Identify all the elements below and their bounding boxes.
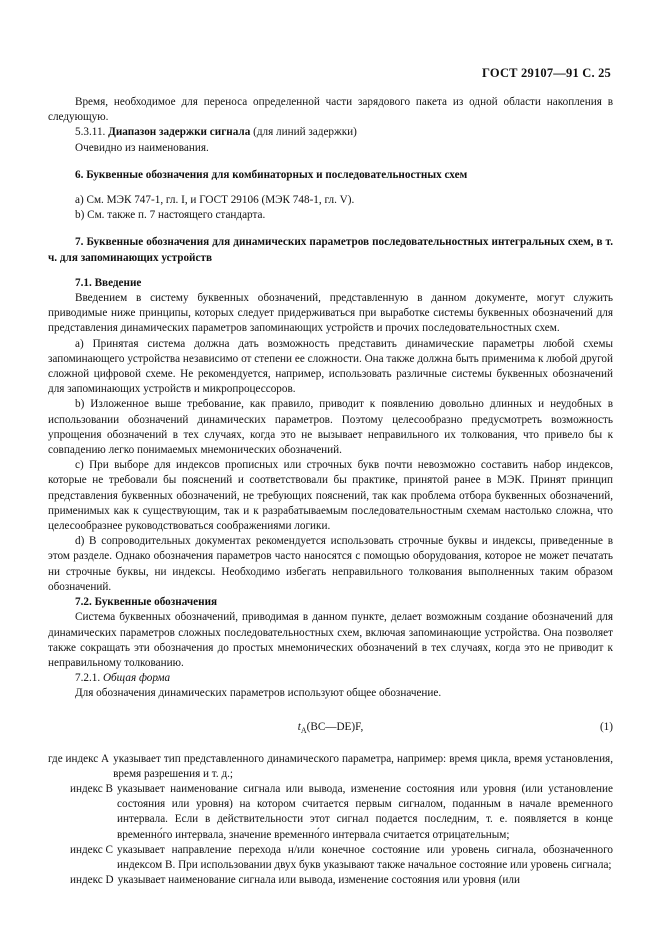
index-item <box>48 873 613 888</box>
paragraph-7-1-a: a) Принятая система должна дать возможность представить динамические параметры любой схемы запоминающего устройства независимо от степени ее сложности. Она также должна быть применима к любой другой сложной цифровой схеме. Не рекомендуется, например, использовать различные системы буквенных обозначений для запоминающих устройств и микропроцессоров. <box>48 337 613 396</box>
index-text: указывает направление перехода н/или конечное состояние или уровень сигнала, обозначенного индексом B. При использовании двух букв указывают также начальное состояние или уровень сигнала; <box>117 843 613 871</box>
clause-number: 7.2.1. <box>75 672 101 685</box>
section-7-1-heading: 7.1. Введение <box>75 276 142 289</box>
formula-1 <box>48 718 613 740</box>
clause-7-2-1 <box>48 671 613 686</box>
paragraph-6b: b) См. также п. 7 настоящего стандарта. <box>75 209 266 222</box>
paragraph-7-1-b: b) Изложенное выше требование, как правило, приводит к появлению довольно длинных и неудобных в использовании обозначений динамических параметров. Поэтому целесообразно предусмотреть возможность упрощения обозначений в тех случаях, когда это не вызывает неправильного их толкования, что привело бы к совпадению легко понимаемых мнемонических обозначений. <box>48 398 613 457</box>
index-text: указывает наименование сигнала или вывода, изменение состояния или уровня (или <box>117 874 520 887</box>
paragraph-6a: a) См. МЭК 747-1, гл. I, и ГОСТ 29106 (МЭК 748-1, гл. V). <box>75 194 355 207</box>
section-6-heading: 6. Буквенные обозначения для комбинаторных и последовательностных схем <box>75 168 468 181</box>
section-7-heading: 7. Буквенные обозначения для динамических параметров последовательностных интегральных схем, в т. ч. для запоминающих устройств <box>48 236 613 264</box>
index-text: указывает наименование сигнала или вывода, изменение состояния или уровня (или установление состояния или уровня) на котором считается первым сигналом, поданным в начале временного интервала. Если в действительности этот сигнал подается последним, т. е. появляется в конце временно́го интервала, значение временно́го интервала считается отрицательным; <box>117 782 613 841</box>
index-text: указывает тип представленного динамического параметра, например: время цикла, время установления, время разрешения и т. д.; <box>113 752 613 780</box>
paragraph-charge-transfer: Время, необходимое для переноса определенной части зарядового пакета из одной области накопления в следующую. <box>48 96 613 124</box>
clause-term: Диапазон задержки сигнала <box>108 126 251 139</box>
paragraph-7-1-c: c) При выборе для индексов прописных или строчных букв почти невозможно составить набор индексов, которые не требовали бы пояснений и соответствовали бы практике, принятой ранее в МЭК. Принят принцип представления буквенных обозначений, не требующих пояснений, так как проблема отбора буквенных обозначений, применимых как к существующим, так и к разрабатываемым последовательностным схемам настолько сложна, что целесообразнее руководствоваться соображениями логики. <box>48 459 613 533</box>
section-7-2-heading: 7.2. Буквенные обозначения <box>75 596 218 609</box>
index-item <box>48 752 613 782</box>
clause-note: (для линий задержки) <box>253 126 357 139</box>
formula-subscript: A <box>300 725 307 735</box>
index-label: индекс D <box>70 874 114 887</box>
formula-indices: (BC—DE)F, <box>306 720 364 733</box>
index-item <box>48 843 613 873</box>
paragraph-7-1-d: d) В сопроводительных документах рекомендуется использовать строчные буквы и индексы, приведенные в этом разделе. Однако обозначения параметров часто наносятся с помощью оборудования, которое не может печатать ни строчные буквы, ни индексы. Необходимо избегать неправильного толкования выполненных таким образом обозначений. <box>48 535 613 593</box>
formula-symbol: t <box>297 720 301 733</box>
clause-number: 5.3.11. <box>75 126 106 139</box>
index-label: индекс B <box>70 782 114 795</box>
paragraph-7-2: Система буквенных обозначений, приводимая в данном пункте, делает возможным создание обозначений для динамических параметров сложных последовательностных схем, включая запоминающие устройства. Она позволяет также сокращать эти обозначения до простых мнемонических обозначений в тех случаях, когда это не приводит к неправильному толкованию. <box>48 611 613 669</box>
paragraph-7-1: Введением в систему буквенных обозначений, представленную в данном документе, могут служить приводимые ниже принципы, которых следует придерживаться при выработке системы буквенных обозначений для представления динамических параметров запоминающих устройств и прочих последовательностных схем. <box>48 292 613 335</box>
page-header: ГОСТ 29107—91 С. 25 <box>482 66 611 80</box>
index-label: индекс C <box>70 843 114 856</box>
paragraph-7-2-1: Для обозначения динамических параметров используют общее обозначение. <box>75 687 442 700</box>
clause-title: Общая форма <box>102 672 171 685</box>
formula-number: (1) <box>599 720 613 733</box>
clause-5-3-11 <box>48 125 613 140</box>
page-content <box>48 95 613 888</box>
paragraph-obvious: Очевидно из наименования. <box>75 141 209 154</box>
index-item <box>48 782 613 843</box>
index-label: где индекс A <box>48 752 110 765</box>
formula-expression <box>48 720 613 738</box>
